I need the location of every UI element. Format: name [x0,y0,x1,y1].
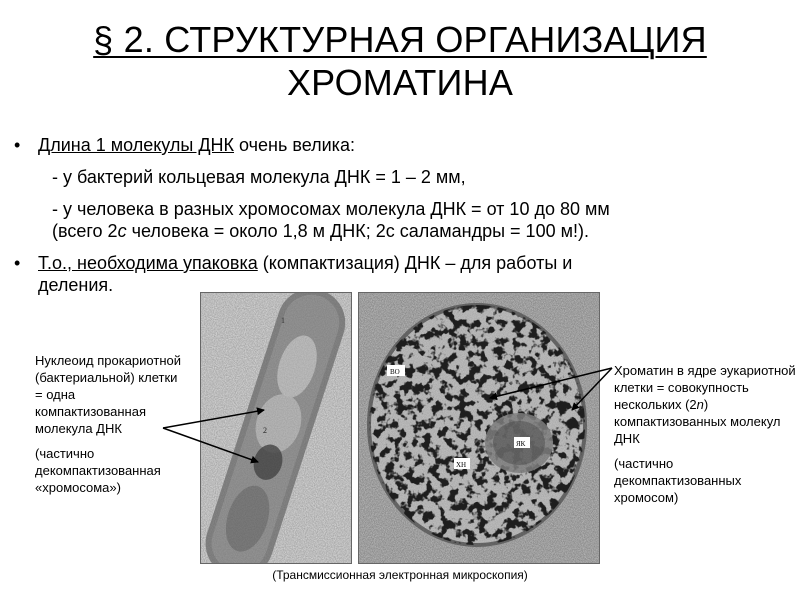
bullet-dot: • [14,253,21,273]
prokaryote-caption-note: (частично декомпактизованная «хромосома») [35,446,161,495]
nucleus-micrograph-image [359,293,599,563]
eukaryote-caption [614,362,800,506]
eukaryote-caption-note: (частично декомпактизованных хромосом) [614,456,742,505]
sub-item-bacteria: - у бактерий кольцевая молекула ДНК = 1 – 2 мм, [52,167,466,187]
bacteria-micrograph [200,292,352,564]
bullet-item-1 [12,134,792,156]
title-line-2: ХРОМАТИНА [286,62,514,103]
micro-label-2: 2 [263,426,267,435]
bullet-2-rest: (компактизация) ДНК – для работы и [257,253,573,273]
micro-label-bo: ВО [390,368,400,376]
bullet-1-underlined: Длина 1 молекулы ДНК [38,135,235,155]
sub-item-human-line-2 [52,220,792,242]
italic-n: n [696,397,704,412]
eukaryote-caption-start: Хроматин в ядре эукариотной клетки = совокупность нескольких (2 [614,363,796,412]
micro-label-yak: ЯК [516,440,526,448]
human-line-2-start: (всего 2 [52,221,118,241]
nucleus-micrograph [358,292,600,564]
bullet-2-underlined: Т.о., необходима упаковка [38,253,258,273]
method-footnote: (Трансмиссионная электронная микроскопия) [272,568,528,582]
italic-c: c [117,221,127,241]
eukaryote-caption-end: ) компактизованных молекул ДНК [614,397,781,446]
human-line-2-end: человека = около 1,8 м ДНК; 2с саламандры = 100 м!). [126,221,589,241]
micro-label-1: 1 [281,316,285,325]
bullet-list [12,134,792,306]
prokaryote-caption-main: Нуклеоид прокариотной (бактериальной) клетки = одна компактизованная молекула ДНК [35,353,181,436]
eukaryote-caption-main [614,362,800,447]
bullet-2-line-2: деления. [38,275,114,295]
sub-item-human-line-1: - у человека в разных хромосомах молекула ДНК = от 10 до 80 мм [52,199,610,219]
bacteria-micrograph-image [201,293,351,563]
micro-label-xn: ХН [456,461,467,469]
bullet-1-rest: очень велика: [234,135,355,155]
slide-title [0,18,800,104]
prokaryote-caption [35,352,185,496]
bullet-item-2 [12,252,792,296]
sub-item-human [12,198,792,242]
title-line-1: § 2. СТРУКТУРНАЯ ОРГАНИЗАЦИЯ [93,19,707,60]
bullet-dot: • [14,135,21,155]
